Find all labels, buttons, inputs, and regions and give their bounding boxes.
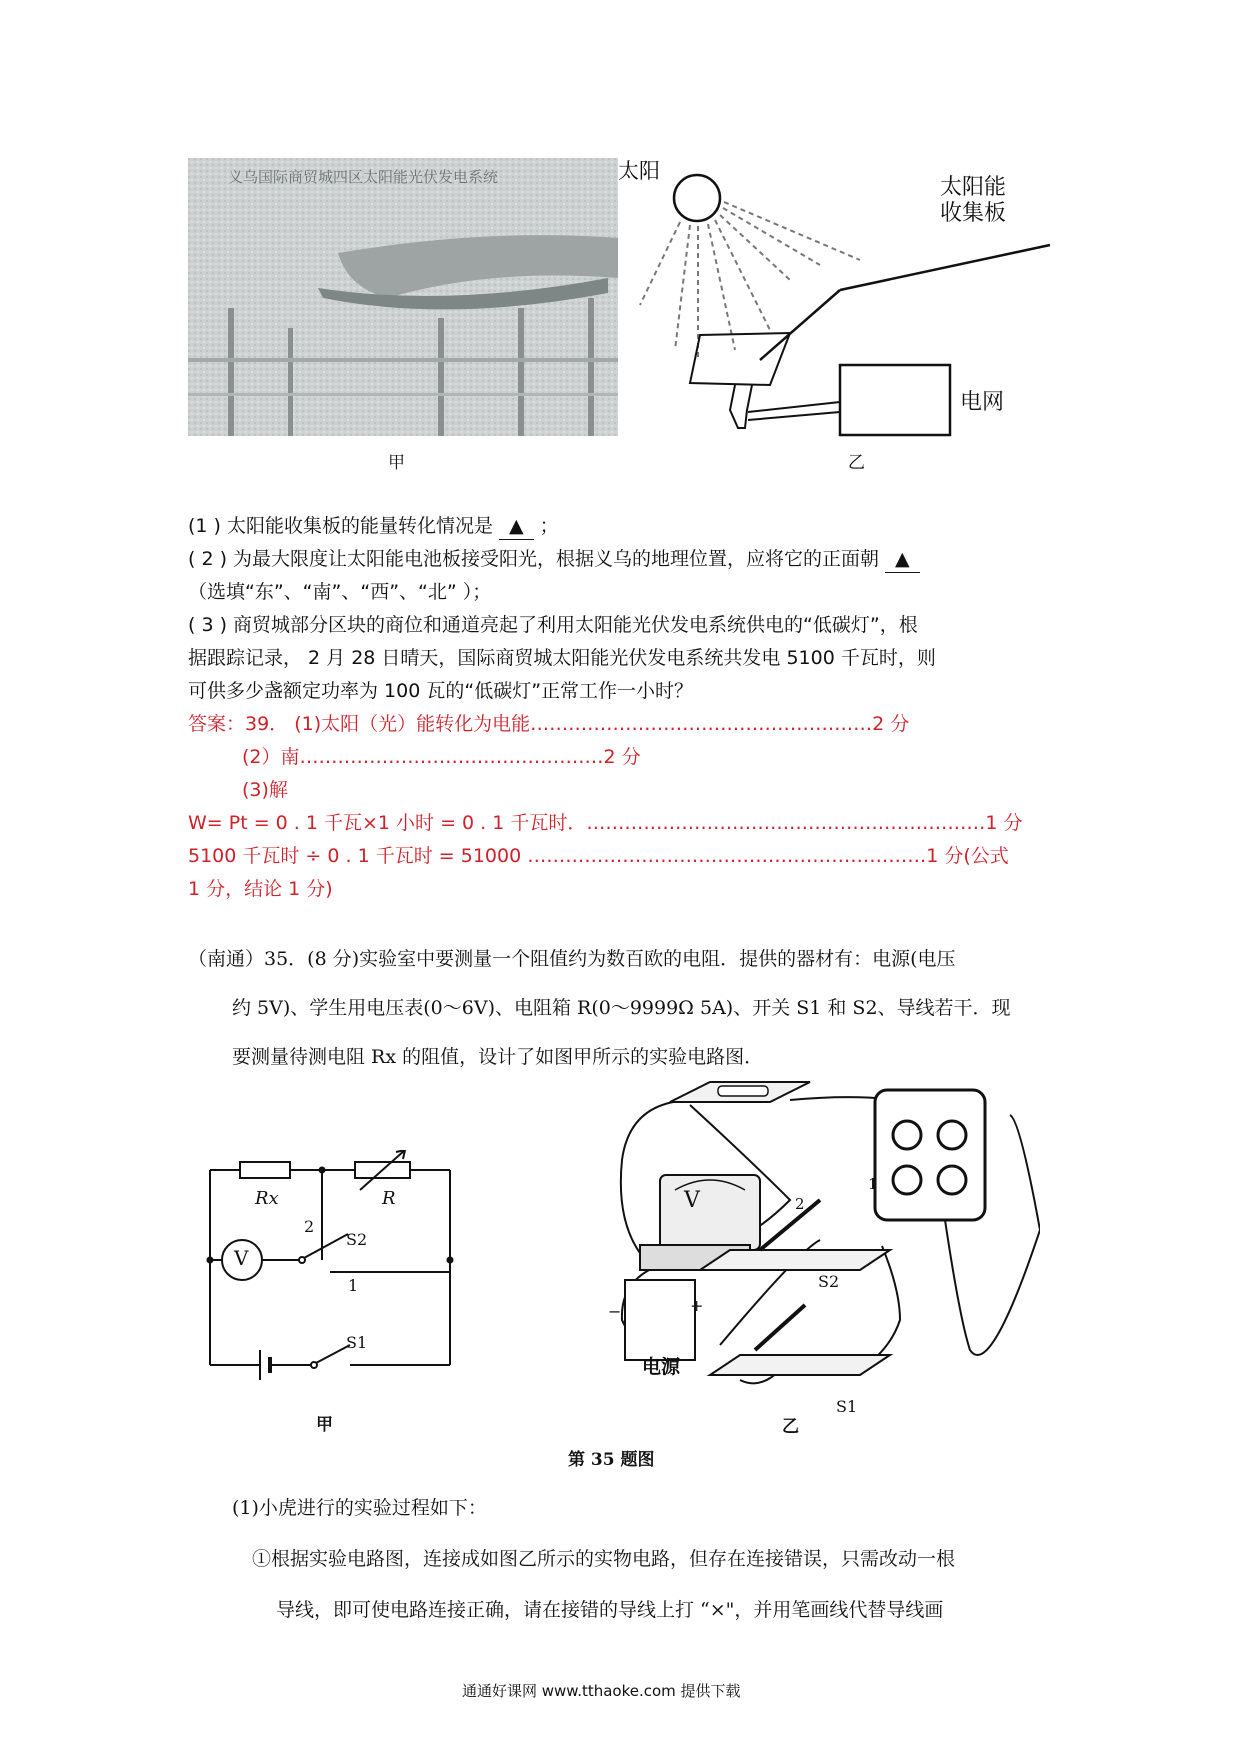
plus-terminal-label: + bbox=[690, 1296, 704, 1315]
answer-line4: W= Pt = 0 . 1 千瓦×1 小时 = 0 . 1 千瓦时．………………………………………………………1 分 bbox=[188, 812, 1023, 834]
photo-caption: 义乌国际商贸城四区太阳能光伏发电系统 bbox=[228, 168, 499, 186]
q39-part3-line1: ( 3 ) 商贸城部分区块的商位和通道亮起了利用太阳能光伏发电系统供电的“低碳灯”，根 bbox=[188, 614, 918, 636]
s2-label: S2 bbox=[346, 1230, 368, 1249]
process-line3: 导线，即可使电路连接正确，请在接错的导线上打 “×"，并用笔画线代替导线画 bbox=[276, 1599, 944, 1621]
q35-line3: 要测量待测电阻 Rx 的阻值，设计了如图甲所示的实验电路图． bbox=[232, 1046, 764, 1068]
process-line1: (1)小虎进行的实验过程如下： bbox=[232, 1497, 487, 1519]
q39-part3-line2: 据跟踪记录， 2 月 28 日晴天，国际商贸城太阳能光伏发电系统共发电 5100 千瓦时，则 bbox=[188, 647, 936, 669]
power-source bbox=[625, 1280, 695, 1360]
panel-label: 太阳能 收集板 bbox=[940, 175, 1007, 226]
q39-part1: (1 ) 太阳能收集板的能量转化情况是 ▲ ； bbox=[188, 513, 559, 540]
s1-label: S1 bbox=[346, 1333, 368, 1352]
switch-s1-board bbox=[710, 1355, 890, 1375]
solar-building-photo bbox=[188, 158, 618, 436]
circuit-diagram-a bbox=[200, 1150, 470, 1390]
figure-label-a: 甲 bbox=[388, 453, 405, 473]
grid-label: 电网 bbox=[960, 390, 1005, 415]
panel-stand bbox=[730, 385, 752, 428]
power-source-label: 电源 bbox=[642, 1356, 681, 1378]
answer-line3: (3)解 bbox=[242, 779, 288, 801]
answer-line2: (2）南…………………………………………2 分 bbox=[242, 746, 641, 768]
voltmeter bbox=[660, 1175, 760, 1250]
q35-line1: （南通）35．(8 分)实验室中要测量一个阻值约为数百欧的电阻．提供的器材有：电源(电压 bbox=[188, 948, 956, 970]
page-footer: 通通好课网 www.tthaoke.com 提供下载 bbox=[462, 1682, 741, 1700]
q39-part3-line3: 可供多少盏额定功率为 100 瓦的“低碳灯”正常工作一小时？ bbox=[188, 680, 694, 702]
v-label: V bbox=[234, 1246, 249, 1270]
r-label: R bbox=[382, 1188, 396, 1209]
resistance-box bbox=[875, 1090, 985, 1220]
q39-part2: ( 2 ) 为最大限度让太阳能电池板接受阳光，根据义乌的地理位置，应将它的正面朝 ▲ bbox=[188, 546, 926, 573]
switch-s2-label: S2 bbox=[818, 1272, 840, 1291]
answer-line5: 5100 千瓦时 ÷ 0 . 1 千瓦时 = 51000 ………………………………………………………1 分(公式 bbox=[188, 845, 1009, 867]
resistor-rx bbox=[240, 1162, 290, 1178]
process-line2: ①根据实验电路图，连接成如图乙所示的实物电路，但存在连接错误，只需改动一根 bbox=[252, 1548, 956, 1570]
switch-terminal-2: 2 bbox=[795, 1195, 805, 1213]
q39-part2-options: （选填“东”、“南”、“西”、“北” ）； bbox=[188, 581, 492, 603]
answer-line1: 答案：39． (1)太阳（光）能转化为电能………………………………………………2 分 bbox=[188, 713, 910, 735]
voltmeter-v-label: V bbox=[684, 1188, 700, 1213]
q35-line2: 约 5V)、学生用电压表(0～6V)、电阻箱 R(0～9999Ω 5A)、开关 S1 和 S2、导线若干．现 bbox=[232, 997, 1011, 1019]
circuit-label-a: 甲 bbox=[316, 1415, 333, 1435]
terminal-1-label: 1 bbox=[348, 1276, 359, 1295]
solar-panel bbox=[690, 333, 790, 385]
switch-s2-board bbox=[700, 1250, 890, 1270]
sun-rays bbox=[640, 202, 860, 360]
terminal-2-label: 2 bbox=[304, 1217, 315, 1236]
minus-terminal-label: − bbox=[608, 1302, 622, 1321]
sun-label: 太阳 bbox=[618, 159, 660, 183]
rx-label: Rx bbox=[255, 1188, 279, 1209]
answer-line6: 1 分，结论 1 分) bbox=[188, 878, 333, 900]
figure-label-b: 乙 bbox=[848, 453, 865, 473]
sun-icon bbox=[674, 175, 720, 221]
switch-s1-label: S1 bbox=[836, 1397, 858, 1416]
switch-terminal-1: 1 bbox=[868, 1175, 878, 1193]
figure-caption: 第 35 题图 bbox=[568, 1450, 655, 1470]
circuit-label-b: 乙 bbox=[782, 1417, 799, 1437]
grid-box bbox=[840, 365, 950, 435]
